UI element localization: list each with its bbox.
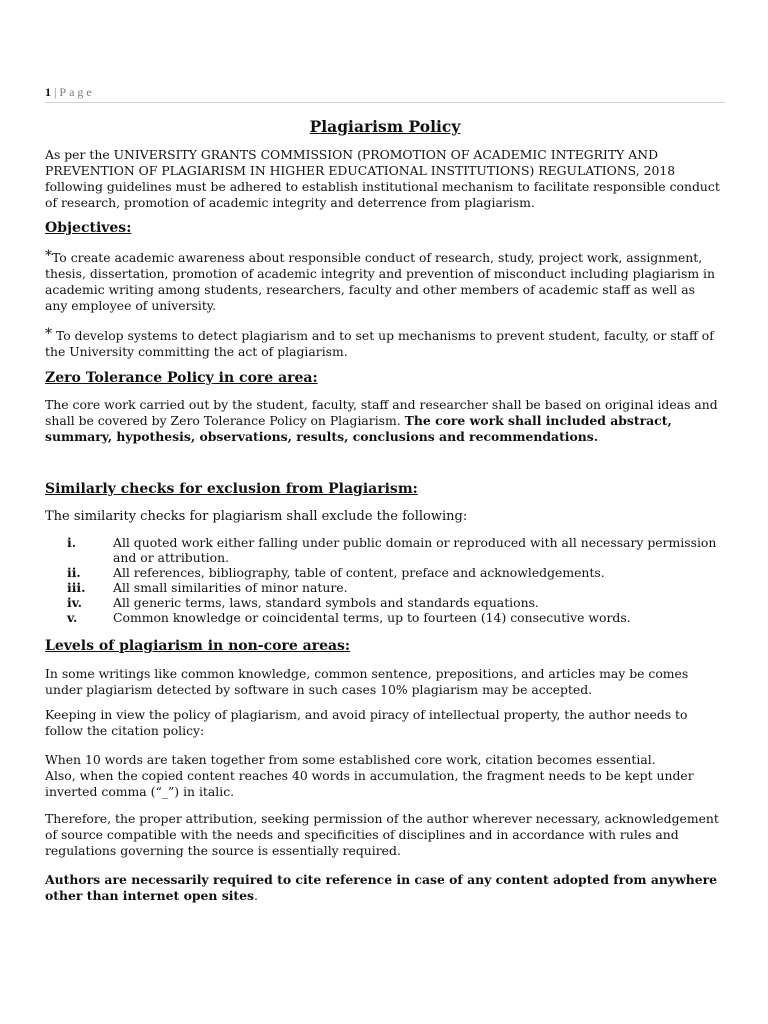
exclusion-list	[67, 535, 727, 625]
zero-tolerance-heading: Zero Tolerance Policy in core area:	[45, 370, 318, 386]
list-item	[67, 610, 727, 625]
list-item	[67, 580, 727, 595]
page-separator: |	[54, 85, 57, 99]
zero-tolerance-paragraph	[45, 397, 721, 445]
levels-heading: Levels of plagiarism in non-core areas:	[45, 638, 351, 654]
list-text: All references, bibliography, table of content, preface and acknowledgements.	[113, 565, 605, 580]
exclusion-intro: The similarity checks for plagiarism shall exclude the following:	[45, 509, 468, 524]
final-period: .	[253, 888, 258, 903]
levels-paragraph-2: Keeping in view the policy of plagiarism, and avoid piracy of intellectual property, the author needs to follow the citation policy:	[45, 707, 688, 738]
objective-text-1: To create academic awareness about responsible conduct of research, study, project work, assignment, thesis, dissertation, promotion of academic integrity and prevention of misconduct including plagiarism in academic writing among students, researchers, faculty and other members of academic staff as well as any employee of university.	[45, 250, 716, 313]
list-numeral: iv.	[67, 595, 82, 610]
citation-rule-2: Also, when the copied content reaches 40 words in accumulation, the fragment needs to be kept under inverted comma (“_”) in italic.	[45, 768, 694, 799]
page-number: 1	[45, 85, 51, 99]
list-text: All generic terms, laws, standard symbols and standards equations.	[113, 595, 539, 610]
page-header	[45, 85, 725, 103]
objective-item-2	[45, 326, 721, 360]
objective-item-1	[45, 248, 721, 314]
list-text: Common knowledge or coincidental terms, up to fourteen (14) consecutive words.	[113, 610, 631, 625]
list-text: All quoted work either falling under public domain or reproduced with all necessary permission and or attribution.	[113, 535, 717, 565]
list-numeral: i.	[67, 535, 77, 550]
intro-paragraph: As per the UNIVERSITY GRANTS COMMISSION (PROMOTION OF ACADEMIC INTEGRITY AND PREVENTION OF PLAGIARISM IN HIGHER EDUCATIONAL INSTITUTIONS) REGULATIONS, 2018 following guidelines must be adhered to establish institutional mechanism to facilitate responsible conduct of research, promotion of academic integrity and deterrence from plagiarism.	[45, 147, 720, 210]
list-numeral: iii.	[67, 580, 86, 595]
levels-paragraph-1: In some writings like common knowledge, common sentence, prepositions, and articles may be comes under plagiarism detected by software in such cases 10% plagiarism may be accepted.	[45, 666, 689, 697]
list-text: All small similarities of minor nature.	[113, 580, 348, 595]
list-item	[67, 595, 727, 610]
levels-paragraph-3	[45, 752, 721, 800]
list-numeral: ii.	[67, 565, 81, 580]
citation-rule-1: When 10 words are taken together from some established core work, citation becomes essential.	[45, 752, 656, 767]
exclusion-heading: Similarly checks for exclusion from Plagiarism:	[45, 481, 418, 497]
final-statement-bold: Authors are necessarily required to cite reference in case of any content adopted from anywhere other than internet open sites	[45, 872, 718, 903]
final-statement	[45, 872, 721, 904]
objective-text-2: To develop systems to detect plagiarism and to set up mechanisms to prevent student, faculty, or staff of the University committing the act of plagiarism.	[45, 328, 714, 359]
bullet-star: *	[45, 248, 52, 264]
objectives-heading: Objectives:	[45, 220, 132, 236]
list-numeral: v.	[67, 610, 78, 625]
bullet-star: *	[45, 326, 52, 342]
zero-tolerance-text: The core work carried out by the student, faculty, staff and researcher shall be based on original ideas and shall be covered by Zero Tolerance Policy on Plagiarism.	[45, 397, 718, 428]
page-label: Page	[59, 85, 95, 99]
list-item	[67, 535, 727, 565]
zero-tolerance-bold-text: The core work shall included abstract, summary, hypothesis, observations, results, conclusions and recommendations.	[45, 413, 672, 444]
levels-paragraph-4: Therefore, the proper attribution, seeking permission of the author wherever necessary, acknowledgement of source compatible with the needs and specificities of disciplines and in accordance with rules and regulations governing the source is essentially required.	[45, 811, 719, 858]
list-item	[67, 565, 727, 580]
document-title: Plagiarism Policy	[309, 117, 461, 136]
